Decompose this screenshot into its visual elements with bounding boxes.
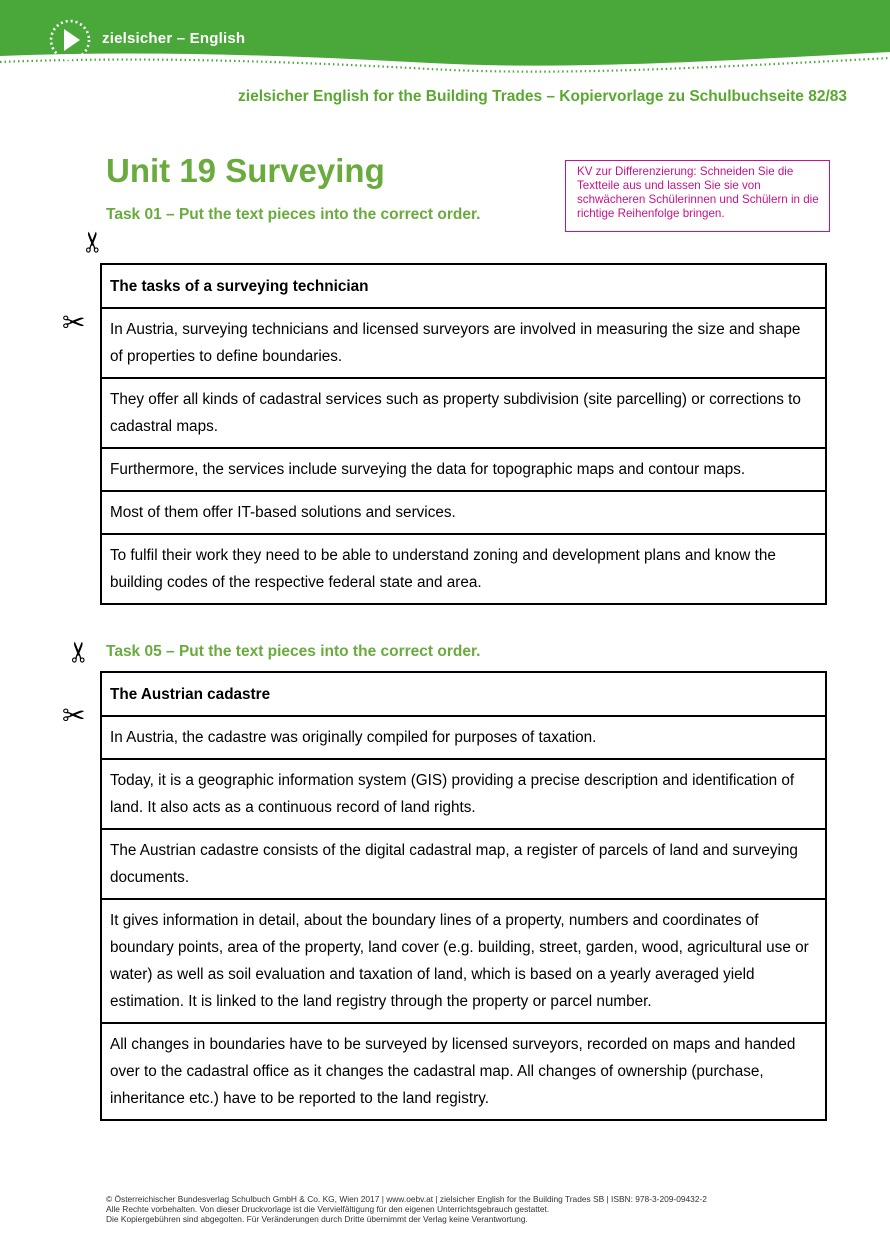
task-1-text-pieces [100,263,827,605]
brand-name: zielsicher – English [102,30,246,47]
teacher-note: KV zur Differenzierung: Schneiden Sie die Textteile aus und lassen Sie sie von schwächeren Schülerinnen und Schülern in die richtige Reihenfolge bringen. [565,160,830,232]
piece-title: The Austrian cadastre [101,672,826,716]
footer-line: Alle Rechte vorbehalten. Von dieser Druckvorlage ist die Vervielfältigung für den eigenen Unterrichtsgebrauch gestattet. [106,1204,550,1214]
task-5-text-pieces [100,671,827,1121]
piece-text: In Austria, the cadastre was originally compiled for purposes of taxation. [101,716,826,759]
text-piece [101,264,826,308]
play-circle-icon [48,18,92,62]
piece-text: They offer all kinds of cadastral services such as property subdivision (site parcelling) or corrections to cadastral maps. [101,378,826,448]
piece-text: All changes in boundaries have to be surveyed by licensed surveyors, recorded on maps and handed over to the cadastral office as it changes the cadastral map. All changes of ownership (purchase, inheritance etc.) have to be reported to the land registry. [101,1023,826,1120]
footer-line: Die Kopiergebühren sind abgegolten. Für Veränderungen durch Dritte übernimmt der Verlag keine Verantwortung. [106,1214,528,1224]
text-piece [101,491,826,534]
piece-text: Furthermore, the services include surveying the data for topographic maps and contour maps. [101,448,826,491]
piece-text: In Austria, surveying technicians and licensed surveyors are involved in measuring the size and shape of properties to define boundaries. [101,308,826,378]
page-subtitle: zielsicher English for the Building Trades – Kopiervorlage zu Schulbuchseite 82/83 [238,88,847,105]
scissors-icon: ✂ [76,230,110,254]
text-piece [101,716,826,759]
task-5-heading: Task 05 – Put the text pieces into the correct order. [106,643,481,660]
header-band [0,0,890,80]
piece-title: The tasks of a surveying technician [101,264,826,308]
piece-text: Today, it is a geographic information system (GIS) providing a precise description and identification of land. It also acts as a continuous record of land rights. [101,759,826,829]
scissors-icon: ✂ [62,699,86,732]
page-title: Unit 19 Surveying [106,152,385,189]
text-piece [101,829,826,899]
piece-text: The Austrian cadastre consists of the digital cadastral map, a register of parcels of land and surveying documents. [101,829,826,899]
footer-line: © Österreichischer Bundesverlag Schulbuch GmbH & Co. KG, Wien 2017 | www.oebv.at | zielsicher English for the Building Trades SB | ISBN: 978-3-209-09432-2 [106,1194,707,1204]
text-piece [101,534,826,604]
text-piece [101,672,826,716]
text-piece [101,448,826,491]
text-piece [101,308,826,378]
piece-text: It gives information in detail, about the boundary lines of a property, numbers and coordinates of boundary points, area of the property, land cover (e.g. building, street, garden, wood, agricultural use or water) as well as soil evaluation and taxation of land, which is based on a yearly averaged yield estimation. It is linked to the land registry through the property or parcel number. [101,899,826,1023]
text-piece [101,899,826,1023]
piece-text: To fulfil their work they need to be able to understand zoning and development plans and know the building codes of the respective federal state and area. [101,534,826,604]
text-piece [101,759,826,829]
task-1-heading: Task 01 – Put the text pieces into the correct order. [106,206,481,223]
scissors-icon: ✂ [62,640,96,664]
text-piece [101,1023,826,1120]
scissors-icon: ✂ [62,306,86,339]
piece-text: Most of them offer IT-based solutions and services. [101,491,826,534]
copyright-footer [106,1194,707,1224]
text-piece [101,378,826,448]
